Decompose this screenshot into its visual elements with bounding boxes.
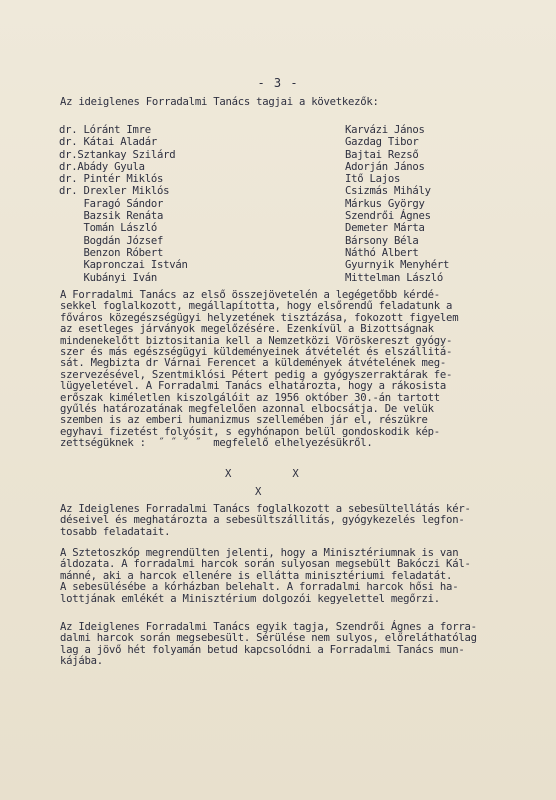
member-name: Bajtai Rezső (345, 148, 419, 161)
member-name: dr.Sztankay Szilárd (59, 148, 176, 161)
text-line: zettségüknek : ˝ ˝ ˝ ˝ megfelelő elhelyezésükről. (60, 437, 373, 450)
member-name: Tomán László (59, 222, 158, 235)
members-list-right (345, 124, 449, 284)
section-separator: X (255, 486, 262, 498)
member-name: dr.Abády Gyula (59, 160, 145, 173)
member-name: Náthó Albert (345, 246, 419, 259)
member-name: Szendrői Ágnes (345, 210, 431, 223)
member-name: Bazsik Renáta (59, 210, 164, 223)
text-line: szervezésével, Szentmiklósi Pétert pedig a gyógyszerraktárak fe- (60, 368, 453, 381)
text-line: A Sztetoszkóp megrendülten jelenti, hogy a Minisztériumnak is van (60, 547, 459, 559)
text-line: Az Ideiglenes Forradalmi Tanács egyik tagja, Szendrői Ágnes a forra- (60, 621, 477, 633)
text-line: A Forradalmi Tanács az első összejövetelén a legégetőbb kérdé- (60, 289, 440, 301)
text-line: sát. Megbizta dr Várnai Ferencet a küldemények átvételének meg- (60, 357, 447, 370)
text-line: dalmi harcok során megsebesült. Sérülése nem sulyos, előreláthatólag (60, 632, 477, 645)
text-line: erőszak kiméletlen kiszolgálóit az 1956 október 30.-án tartott (60, 391, 440, 404)
paragraph-ministry-victim (60, 548, 530, 605)
paragraph-wounded-care (60, 504, 530, 538)
text-line: egyhavi fizetést folyósit, s egyhónapon belül gondoskodik kép- (60, 425, 440, 438)
page-number: - 3 - (257, 76, 299, 90)
member-name: Demeter Márta (345, 222, 425, 235)
member-name: Bogdán József (59, 234, 164, 247)
section-separator: X X (225, 468, 299, 480)
text-line: A sebesülésébe a kórházban belehalt. A forradalmi harcok hősi ha- (60, 581, 459, 594)
member-name: dr. Lóránt Imre (59, 124, 151, 136)
member-name: Gazdag Tibor (345, 136, 419, 149)
text-line: lag a jövő hét folyamán betud kapcsolódni a Forradalmi Tanács mun- (60, 643, 465, 656)
text-line: mánné, aki a harcok ellenére is ellátta minisztériumi feladatát. (60, 569, 453, 582)
member-name: Benzon Róbert (59, 246, 164, 259)
text-line: főváros közegészségügyi helyzetének tisztázása, fokozott figyelem (60, 311, 459, 324)
member-name: dr. Kátai Aladár (59, 136, 158, 149)
text-line: lottjának emlékét a Minisztérium dolgozói kegyelettel megőrzi. (60, 592, 440, 605)
text-line: lügyeletével. A Forradalmi Tanács elhatározta, hogy a rákosista (60, 380, 447, 393)
text-line: az esetleges járványok megelőzésére. Ezenkívül a Bizottságnak (60, 323, 434, 336)
member-name: Bársony Béla (345, 234, 419, 247)
member-name: Gyurnyik Menyhért (345, 259, 450, 272)
member-name: Kapronczai István (59, 259, 188, 272)
text-line: Az Ideiglenes Forradalmi Tanács foglalkozott a sebesültellátás kér- (60, 503, 471, 515)
member-name: dr. Pintér Miklós (59, 173, 164, 186)
member-name: Márkus György (345, 197, 425, 210)
text-line: tosabb feladatait. (60, 525, 171, 538)
text-line: sekkel foglalkozott, megállapította, hogy elsőrendű feladatunk a (60, 300, 453, 313)
member-name: Csizmás Mihály (345, 185, 431, 198)
text-line: mindenekelőtt biztositania kell a Nemzetközi Vöröskereszt gyógy- (60, 334, 453, 347)
text-line: szemben is az emberi humanizmus szellemében jár el, részükre (60, 414, 428, 427)
member-name: Itő Lajos (345, 173, 401, 186)
text-line: kájába. (60, 655, 103, 668)
member-name: Karvázi János (345, 124, 425, 136)
members-list-left (59, 124, 188, 284)
paragraph-member-wounded (60, 622, 530, 668)
text-line: gyűlés határozatának megfelelően azonnal elbocsátja. De velük (60, 403, 434, 416)
member-name: Faragó Sándor (59, 197, 164, 210)
text-line: áldozata. A forradalmi harcok során sulyosan megsebült Bakóczi Kál- (60, 558, 471, 571)
members-intro: Az ideiglenes Forradalmi Tanács tagjai a következők: (60, 96, 379, 108)
paragraph-council-decisions (60, 290, 530, 450)
text-line: szer és más egészségügyi küldeményeinek átvételét és elszállitá- (60, 346, 453, 359)
member-name: dr. Drexler Miklós (59, 185, 170, 198)
text-line: déseivel és meghatározta a sebesültszállitás, gyógykezelés legfon- (60, 514, 465, 527)
member-name: Kubányi Iván (59, 271, 158, 284)
member-name: Adorján János (345, 160, 425, 173)
member-name: Mittelman László (345, 271, 444, 284)
